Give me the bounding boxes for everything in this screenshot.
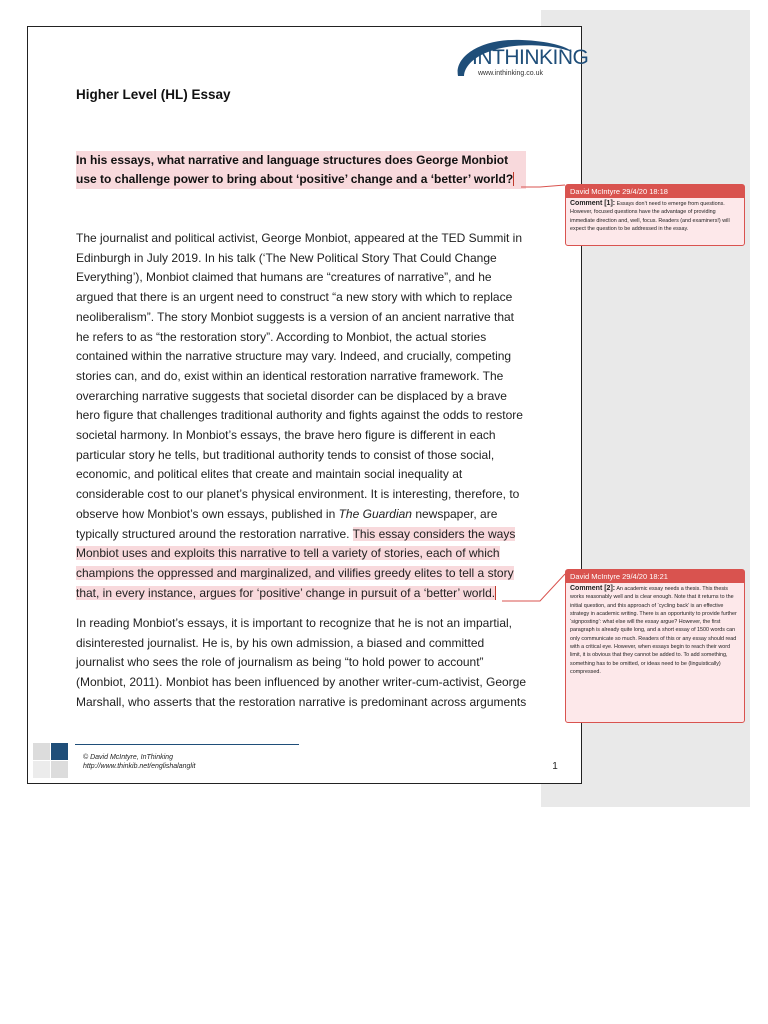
text-run: observe how Monbiot’s own essays, published in — [76, 506, 339, 521]
text-line: argued that there is an urgent need to construct “a new story with which to replace — [76, 290, 513, 305]
text-line: journalist who sees the role of journalism as being “to hold power to account” — [76, 655, 484, 670]
text-run: typically structured around the restoration narrative. — [76, 526, 353, 541]
logo-wordmark: INTHINKING — [472, 46, 589, 69]
text-line: Everything’), Monbiot claimed that humans are “creatures of narrative”, and he — [76, 270, 492, 285]
text-line: (Monbiot, 2011). Monbiot has been influenced by another writer-cum-activist, George — [76, 675, 527, 690]
text-line: contained within the narrative structure may vary. Indeed, and crucially, competing — [76, 349, 512, 364]
text-line: In reading Monbiot’s essays, it is important to recognize that he is not an impartial, — [76, 616, 513, 630]
essay-title: Higher Level (HL) Essay — [76, 87, 231, 102]
footer-link[interactable]: http://www.thinkib.net/englishalanglit — [83, 763, 196, 770]
thesis-highlight: Monbiot uses and exploits this narrative to tell a variety of stories, each of which — [76, 546, 500, 561]
comment-text: Essays don’t need to emerge from questions. However, focused questions have the advantage of providing immediate direction and, well, focus. Readers (and examiners!) will expect the question to be addressed in the essay. — [570, 201, 730, 232]
text-line: economic, and political elites that create and maintain social inequality at — [76, 467, 463, 482]
comment-label: Comment [1]: — [570, 200, 616, 207]
page-number: 1 — [540, 756, 570, 778]
comment-balloon[interactable] — [565, 184, 745, 246]
logo-url: www.inthinking.co.uk — [478, 70, 543, 77]
text-line: disinterested journalist. He is, by his own admission, a biased and committed — [76, 635, 485, 650]
text-line: Edinburgh in July 2019. In his talk (‘The New Political Story That Could Change — [76, 250, 497, 265]
text-line: hero figure that challenges traditional authority and fights against the odds to restore — [76, 408, 523, 423]
footer-copyright: © David McIntyre, InThinking — [83, 754, 173, 761]
question-line: use to challenge power to bring about ‘positive’ change and a ‘better’ world? — [76, 172, 514, 186]
text-line: societal harmony. In Monbiot’s essays, the brave hero figure is different in each — [76, 428, 496, 443]
thesis-highlight: that, in every instance, argues for ‘positive’ change in pursuit of a ‘better’ world. — [76, 585, 496, 600]
question-line: In his essays, what narrative and language structures does George Monbiot — [76, 153, 509, 167]
comment-body — [566, 198, 744, 235]
text-line: neoliberalism”. The story Monbiot suggests is a version of an ancient narrative that — [76, 309, 514, 324]
text-run: newspaper, are — [411, 506, 498, 521]
comment-body — [566, 583, 744, 678]
comment-author: David McIntyre 29/4/20 18:21 — [566, 570, 744, 583]
text-line: he refers to as “the restoration story”. According to Monbiot, the actual stories — [76, 329, 487, 344]
text-line: considerable cost to our planet’s physical environment. It is interesting, therefore, to — [76, 487, 520, 502]
text-line: Marshall, who asserts that the restoration narrative is predominant across arguments — [76, 694, 527, 709]
comment-text: An academic essay needs a thesis. This thesis works reasonably well and is clear enough. Note that it returns to the initial question, and this approach of ‘cycling back’ is an effective strategy in academic writing. There is an opportunity to provide further ‘signposting’: what else will the essay argue? However, the first paragraph is already quite long, and a short essay of 1500 words can only communicate so much. Readers of this or any essay should read with a critical eye. However, when essays begin to reach their word limit, it is obvious that they cannot be added to. To add something, something has to be omitted, or ideas need to be (linguistically) compressed. — [570, 586, 737, 675]
thesis-highlight: champions the oppressed and marginalized, and vilifies greedy elites to tell a story — [76, 565, 514, 580]
publication-title: The Guardian — [338, 506, 412, 521]
comment-balloon[interactable] — [565, 569, 745, 723]
text-line: The journalist and political activist, George Monbiot, appeared at the TED Summit in — [76, 231, 523, 245]
comment-author: David McIntyre 29/4/20 18:18 — [566, 185, 744, 198]
text-line: stories can, and do, exist within an identical restoration narrative framework. The — [76, 368, 504, 383]
text-line: overarching narrative suggests that societal disorder can be displaced by a brave — [76, 388, 507, 403]
thesis-highlight: This essay considers the ways — [352, 526, 516, 541]
comment-label: Comment [2]: — [570, 585, 616, 592]
text-line: particular story he tells, but traditional authority tends to consist of those social, — [76, 447, 495, 462]
